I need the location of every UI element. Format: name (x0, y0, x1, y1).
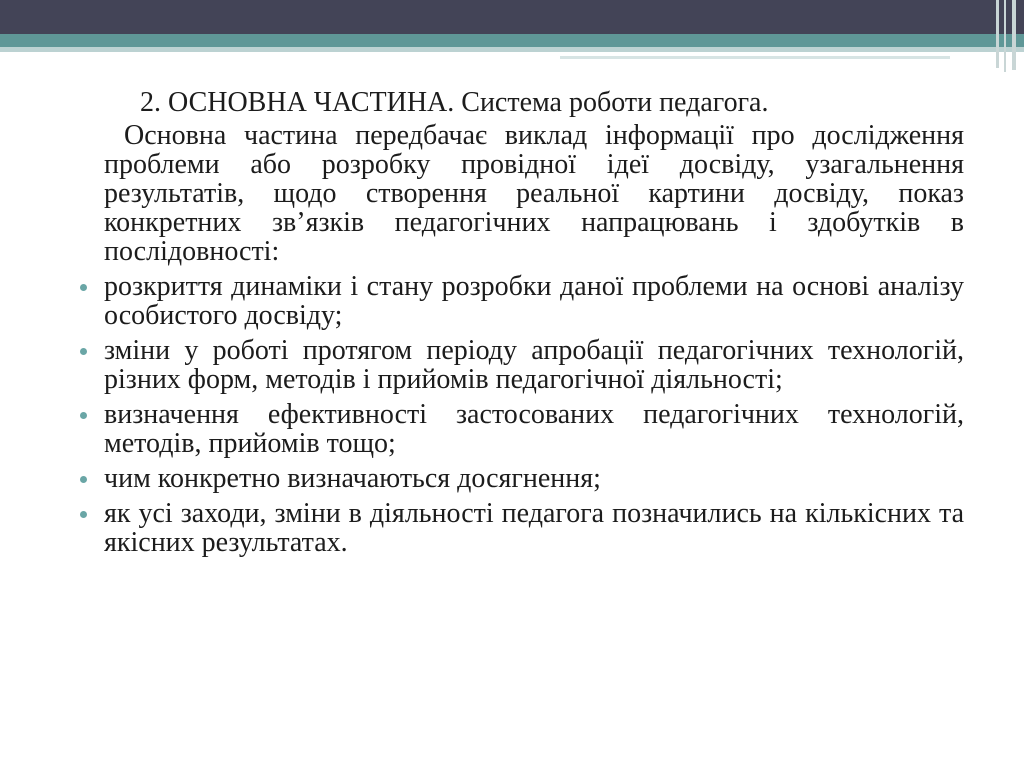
header-bar-teal (0, 34, 1024, 47)
corner-decoration-line (1004, 0, 1006, 72)
list-item (80, 272, 964, 330)
list-item (80, 499, 964, 557)
slide-content (80, 88, 964, 557)
list-item (80, 464, 964, 493)
bullet-list (80, 272, 964, 557)
bullet-dot-icon (80, 412, 87, 419)
list-item (80, 336, 964, 394)
corner-decoration-line (1012, 0, 1016, 70)
bullet-dot-icon (80, 476, 87, 483)
bullet-dot-icon (80, 348, 87, 355)
list-item-text: як усі заходи, зміни в діяльності педагога позначились на кількісних та якісних результатах. (104, 498, 964, 558)
bullet-dot-icon (80, 284, 87, 291)
header-accent-line (560, 56, 950, 59)
slide-heading: 2. ОСНОВНА ЧАСТИНА. Система роботи педагога. (140, 87, 769, 118)
bullet-dot-icon (80, 511, 87, 518)
list-item-text: розкриття динаміки і стану розробки даної проблеми на основі аналізу особистого досвіду; (104, 271, 964, 331)
list-item-text: чим конкретно визначаються досягнення; (104, 463, 601, 494)
header-bar-light (0, 47, 1024, 52)
corner-decoration-line (996, 0, 999, 68)
list-item-text: визначення ефективності застосованих педагогічних технологій, методів, прийомів тощо; (104, 399, 964, 459)
list-item (80, 400, 964, 458)
intro-paragraph: Основна частина передбачає виклад інформації про дослідження проблеми або розробку провідної ідеї досвіду, узагальнення результатів, щодо створення реальної картини досвіду, показ конкретних зв’язків педагогічних напрацювань і здобутків в послідовності: (104, 120, 964, 267)
header-bar-dark (0, 0, 1024, 34)
list-item-text: зміни у роботі протягом періоду апробації педагогічних технологій, різних форм, методів і прийомів педагогічної діяльності; (104, 335, 964, 395)
